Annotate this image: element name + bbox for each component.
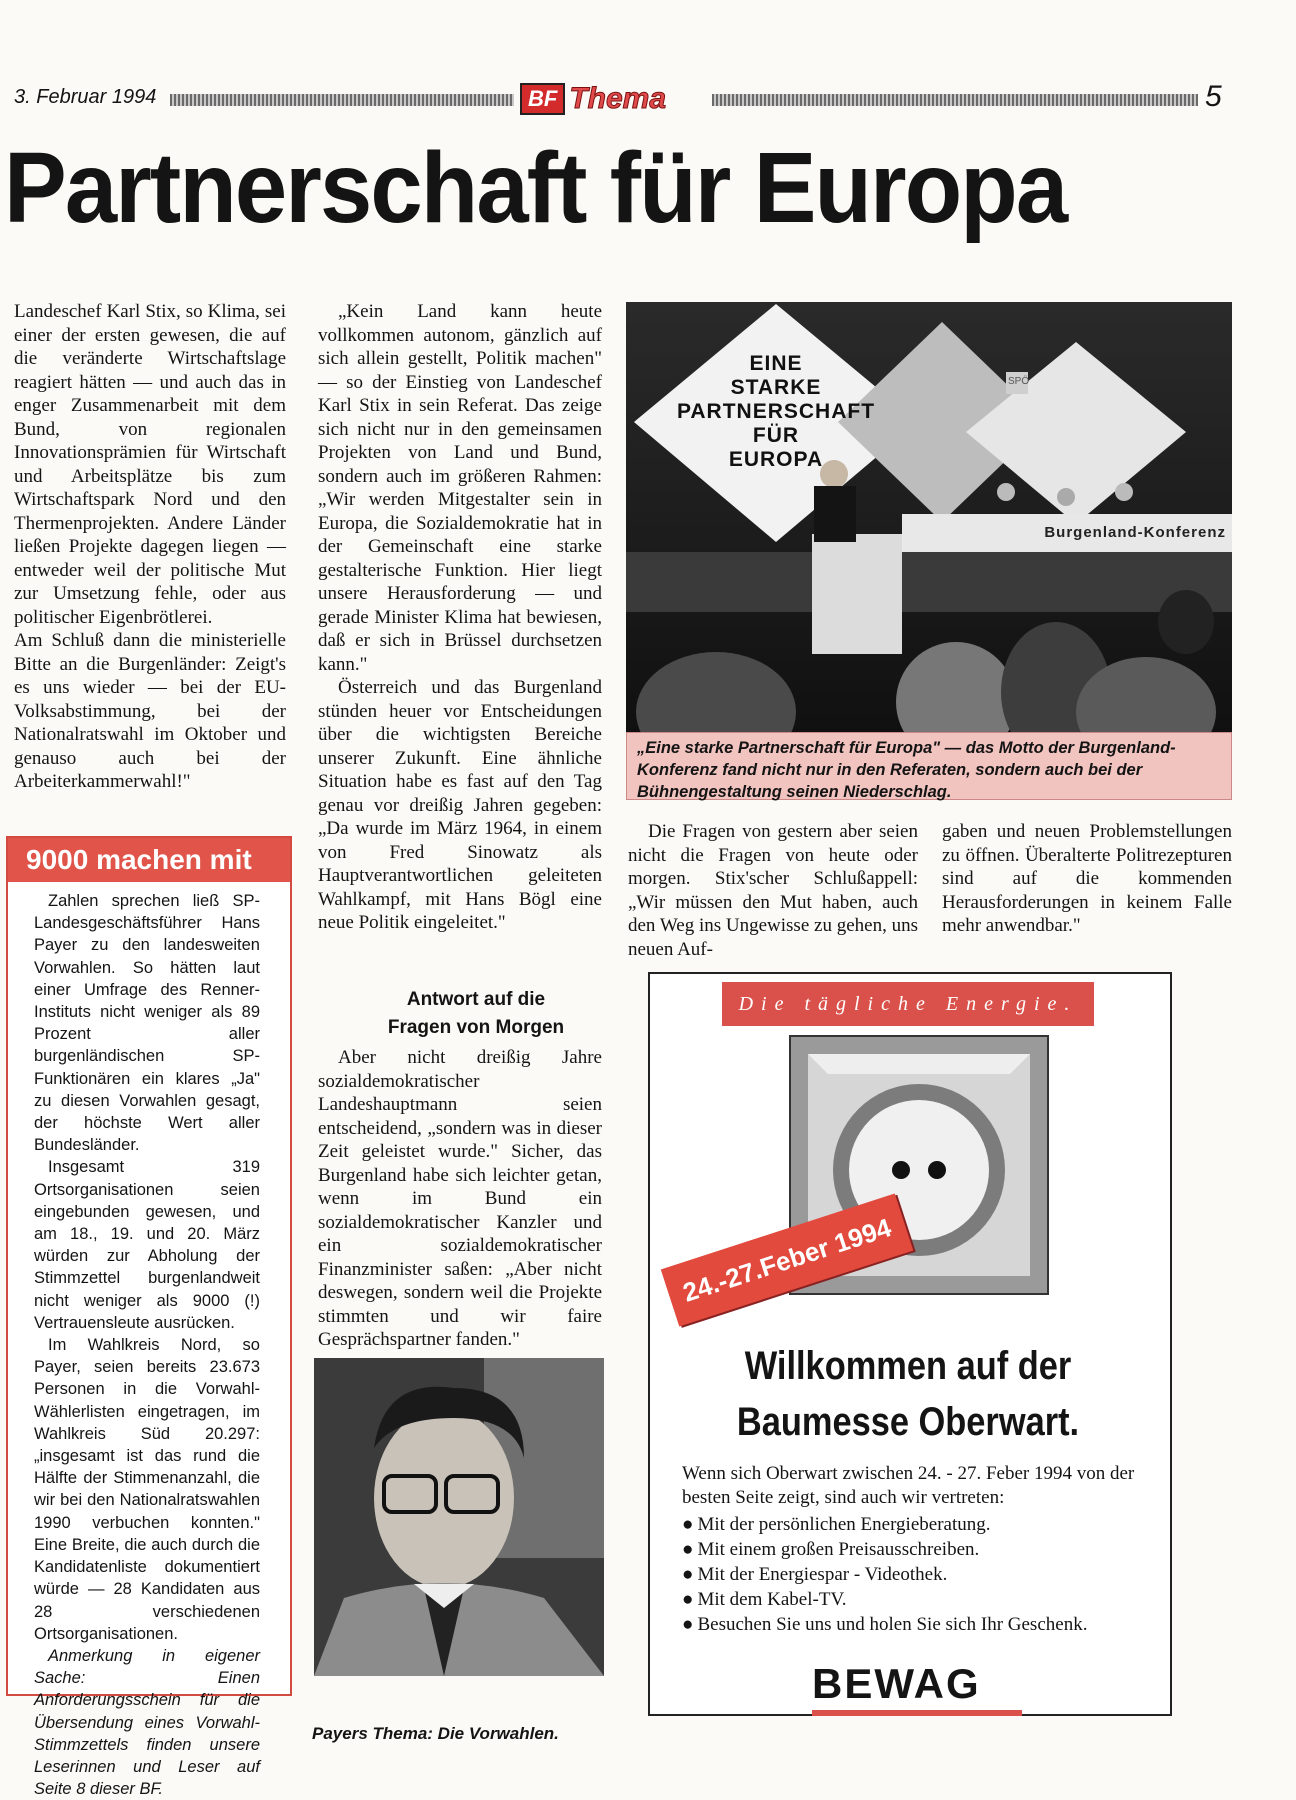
- ad-date-stamp: 24.-27.Feber 1994: [661, 1193, 914, 1326]
- paragraph: Am Schluß dann die ministerielle Bitte an die Burgenländer: Zeigt's es uns wieder — bei der EU-Volksabstimmung, bei der Nationalratswahl im Oktober und genauso auch bei der Arbeiterkammerwahl!": [14, 630, 286, 792]
- paragraph: Aber nicht dreißig Jahre sozialdemokratischer Landeshauptmann seien entscheidend, „sondern was in dieser Zeit geleistet wurde." Sicher, das Burgenland habe sich leichter getan, wenn im Bund ein sozialdemokratischer Kanzler und ein sozialdemokratischer Finanzminister saßen: „Aber nicht deswegen, sondern weil die Projekte stimmten und wir faire Gesprächspartner fanden.": [318, 1047, 602, 1350]
- column-2: [318, 300, 602, 935]
- ad-headline-line: Willkommen auf der: [744, 1344, 1072, 1388]
- column-1: [14, 300, 286, 794]
- logo-underline: [812, 1710, 1022, 1716]
- portrait-photo: [314, 1358, 604, 1676]
- sign-line: EINE: [749, 352, 803, 375]
- paragraph: „Kein Land kann heute vollkommen autonom, gänzlich auf sich allein gestellt, Politik machen" — so der Einstieg von Landeschef Karl Stix in sein Referat. Das zeige sich nicht nur in den gemeinsamen Projekten von Land und Bund, sondern auch im größeren Rahmen: „Wir werden Mitgestalter sein in Europa, die Sozialdemokratie hat in der Gemeinschaft eine starke gestalterische Funktion. Hier liegt unsere Herausforderung — und gerade Minister Klima hat bewiesen, daß er sich in Brüssel durchsetzen kann.": [318, 301, 602, 675]
- page-number: 5: [1205, 80, 1222, 113]
- sidebar-body: [8, 882, 290, 1800]
- issue-date: 3. Februar 1994: [14, 86, 157, 108]
- header-rule-left: [170, 94, 514, 106]
- subheading-line: Fragen von Morgen: [387, 1017, 565, 1038]
- bewag-logo: BEWAG: [812, 1660, 981, 1707]
- sign-line: PARTNERSCHAFT: [676, 400, 876, 423]
- banner-text: Burgenland-Konferenz: [1044, 524, 1226, 541]
- ad-list-item: ● Besuchen Sie uns und holen Sie sich Ihr Geschenk.: [682, 1612, 1152, 1637]
- photo-caption: „Eine starke Partnerschaft für Europa" — das Motto der Burgenland-Konferenz fand nicht nur in den Referaten, sondern auch bei der Bühnengestaltung seinen Niederschlag.: [626, 732, 1232, 800]
- sign-line: FÜR: [752, 424, 800, 447]
- conference-photo: [626, 302, 1232, 738]
- paragraph: Österreich und das Burgenland stünden heuer vor Entscheidungen über die wichtigsten Bereiche unserer Zukunft. Eine ähnliche Situation habe es fast auf den Tag genau vor dreißig Jahren gegeben: „Da wurde im März 1964, in einem von Fred Sinowatz als Hauptverantwortlichen geleiteten Wahlkampf, mit Hans Bögl eine neue Politik eingeleitet.": [318, 677, 602, 933]
- ad-intro: Wenn sich Oberwart zwischen 24. - 27. Feber 1994 von der besten Seite zeigt, sind auch wir vertreten:: [682, 1463, 1135, 1508]
- logo-bf: BF: [520, 83, 565, 115]
- column-3b: [942, 820, 1232, 938]
- ad-headline-line: Baumesse Oberwart.: [736, 1400, 1080, 1444]
- paragraph: Die Fragen von gestern aber seien nicht die Fragen von heute oder morgen. Stix'scher Schlußappell: „Wir müssen den Mut haben, auch den Weg ins Ungewisse zu gehen, uns neuen Auf-: [628, 821, 918, 960]
- sidebar-note: Anmerkung in eigener Sache: Einen Anforderungsschein für die Übersendung eines Vorwahl-Stimmzettels finden unsere Leserinnen und Leser auf Seite 8 dieser BF.: [34, 1646, 260, 1799]
- column-2-continued: [318, 1046, 602, 1352]
- ad-banner: Die tägliche Energie.: [722, 982, 1094, 1026]
- ad-list-item: ● Mit der Energiespar - Videothek.: [682, 1562, 1152, 1587]
- sidebar-box: [6, 836, 292, 1799]
- sidebar-title: 9000 machen mit: [8, 838, 290, 882]
- ad-list-item: ● Mit dem Kabel-TV.: [682, 1587, 1152, 1612]
- ad-headline: [684, 1338, 1131, 1450]
- ad-list: [682, 1512, 1152, 1637]
- paragraph: Landeschef Karl Stix, so Klima, sei einer der ersten gewesen, die auf die veränderte Wirtschaftslage reagiert hätten — und auch das in enger Zusammenarbeit mit dem Bund, von regionalen Innovationsprämien für Wirtschaft und Arbeitsplätze bis zum Wirtschaftspark Nord und den Thermenprojekten. Andere Länder ließen Projekte dagegen liegen — entweder weil der politische Mut zur Umsetzung fehle, oder aus politischer Eigenbrötlerei.: [14, 301, 286, 628]
- subheading: [326, 986, 626, 1042]
- paragraph: Im Wahlkreis Nord, so Payer, seien bereits 23.673 Personen in die Vorwahl-Wählerlisten eingetragen, im Wahlkreis Süd 20.297: „insgesamt ist das rund die Hälfte der Stimmenanzahl, die wir bei den Nationalratswahlen 1990 verbuchen konnten." Eine Breite, die auch durch die Kandidatenliste dokumentiert würde — 28 Kandidaten aus 28 verschiedenen Ortsorganisationen.: [34, 1336, 260, 1643]
- sign-line: EUROPA: [728, 448, 824, 471]
- paragraph: Zahlen sprechen ließ SP-Landesgeschäftsführer Hans Payer zu den landesweiten Vorwahlen. So hätten laut einer Umfrage des Renner-Instituts nicht weniger als 89 Prozent aller burgenländischen SP-Funktionären ein klares „Ja" zu diesen Vorwahlen gesagt, der höchste Wert aller Bundesländer.: [34, 892, 260, 1155]
- paragraph: Insgesamt 319 Ortsorganisationen seien eingebunden gewesen, und am 18., 19. und 20. März würden zur Abholung der Stimmzettel burgenlandweit nicht weniger als 9000 (!) Vertrauensleute ausrücken.: [34, 1158, 260, 1332]
- ad-list-item: ● Mit einem großen Preisausschreiben.: [682, 1537, 1152, 1562]
- lectern: [812, 534, 902, 654]
- spo-logo: SPÖ: [1008, 376, 1030, 387]
- ad-list-item: ● Mit der persönlichen Energieberatung.: [682, 1512, 1152, 1537]
- sign-line: STARKE: [730, 376, 822, 399]
- portrait-drawing: [314, 1358, 604, 1676]
- headline: Partnerschaft für Europa: [4, 132, 1067, 244]
- header-rule-right: [712, 94, 1198, 106]
- logo-thema: Thema: [569, 82, 667, 115]
- subheading-line: Antwort auf die: [406, 989, 546, 1010]
- sign-text: [656, 352, 896, 472]
- column-3a: [628, 820, 918, 961]
- paragraph: gaben und neuen Problemstellungen zu öffnen. Überalterte Politrezepturen sind auf die kommenden Herausforderungen in keinem Falle mehr anwendbar.": [942, 821, 1232, 936]
- section-logo: [520, 82, 666, 116]
- portrait-caption: Payers Thema: Die Vorwahlen.: [312, 1724, 559, 1743]
